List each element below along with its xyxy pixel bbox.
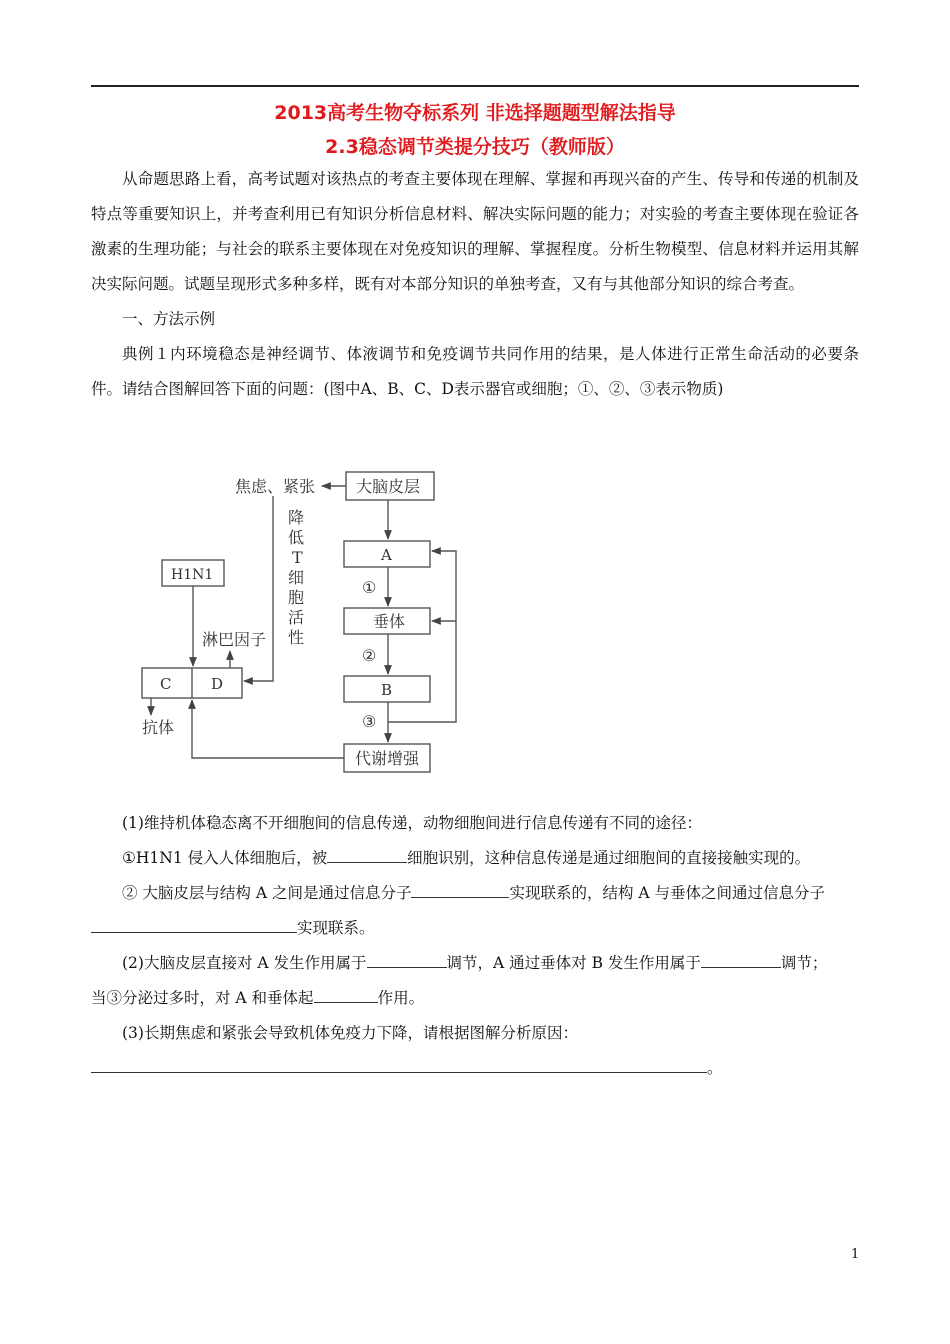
q1b-text-mid: 实现联系的，结构 A 与垂体之间通过信息分子 — [509, 884, 826, 902]
answer-blank[interactable] — [701, 966, 781, 968]
document-subtitle: 2.3稳态调节类提分技巧（教师版） — [325, 136, 625, 158]
reduce-t-char: 活 — [288, 608, 305, 627]
answer-blank[interactable] — [367, 966, 447, 968]
reduce-t-char: 低 — [288, 528, 305, 547]
q2-text-mid1: 调节，A 通过垂体对 B 发生作用属于 — [446, 954, 701, 972]
document-title: 2013高考生物夺标系列 非选择题题型解法指导 — [274, 102, 676, 124]
top-rule — [91, 85, 859, 87]
question-1b — [91, 876, 859, 911]
example-intro: 典例１内环境稳态是神经调节、体液调节和免疫调节共同作用的结果，是人体进行正常生命活动的必要条件。请结合图解回答下面的问题：(图中A、B、C、D表示器官或细胞；①、②、③表示物质) — [91, 345, 859, 398]
q1b-text-pre: ② 大脑皮层与结构 A 之间是通过信息分子 — [122, 884, 412, 902]
q2-text-mid2: 调节； — [780, 954, 828, 972]
lymphokine-label: 淋巴因子 — [202, 630, 267, 649]
question-3-answer-line — [91, 1051, 859, 1086]
reduce-t-char: T — [292, 548, 303, 567]
d-label: D — [211, 675, 224, 693]
antibody-label: 抗体 — [142, 718, 175, 737]
q1b-text-post: 实现联系。 — [297, 919, 375, 937]
substance-1: ① — [362, 578, 377, 597]
intro-block — [91, 162, 859, 407]
question-1b-cont — [91, 911, 859, 946]
question-3: (3)长期焦虑和紧张会导致机体免疫力下降，请根据图解分析原因： — [122, 1024, 578, 1042]
q3-end-mark: 。 — [707, 1059, 723, 1077]
h1n1-label: H1N1 — [171, 567, 214, 583]
b-label: B — [381, 681, 393, 699]
question-1: (1)维持机体稳态离不开细胞间的信息传递，动物细胞间进行信息传递有不同的途径： — [122, 814, 702, 832]
substance-2: ② — [362, 646, 377, 665]
answer-blank[interactable] — [91, 931, 297, 933]
questions-block — [91, 806, 859, 1086]
reduce-t-char: 性 — [288, 628, 305, 647]
cortex-label: 大脑皮层 — [356, 477, 421, 496]
a-label: A — [381, 546, 392, 564]
metabolism-label: 代谢增强 — [355, 749, 420, 768]
q2-line2-post: 作用。 — [377, 989, 425, 1007]
question-2 — [91, 946, 859, 981]
answer-blank[interactable] — [411, 896, 509, 898]
question-2-cont — [91, 981, 859, 1016]
answer-blank[interactable] — [327, 861, 407, 863]
q1a-text-post: 细胞识别，这种信息传递是通过细胞间的直接接触实现的。 — [407, 849, 811, 867]
regulation-diagram — [130, 463, 470, 783]
reduce-t-char: 胞 — [288, 588, 305, 607]
reduce-t-char: 降 — [288, 508, 305, 527]
c-label: C — [160, 675, 172, 693]
reduce-t-char: 细 — [288, 568, 305, 587]
q1a-text-pre: ①H1N1 侵入人体细胞后，被 — [122, 849, 328, 867]
answer-blank[interactable] — [314, 1001, 378, 1003]
anxiety-label: 焦虑、紧张 — [235, 477, 316, 496]
q2-line2-pre: 当③分泌过多时，对 A 和垂体起 — [91, 989, 314, 1007]
page-number: 1 — [851, 1247, 860, 1262]
intro-paragraph: 从命题思路上看，高考试题对该热点的考查主要体现在理解、掌握和再现兴奋的产生、传导和传递的机制及特点等重要知识上，并考查利用已有知识分析信息材料、解决实际问题的能力；对实验的考查主要体现在验证各激素的生理功能；与社会的联系主要体现在对免疫知识的理解、掌握程度。分析生物模型、信息材料并运用其解决实际问题。试题呈现形式多种多样，既有对本部分知识的单独考查，又有与其他部分知识的综合考查。 — [91, 170, 859, 293]
substance-3: ③ — [362, 712, 377, 731]
answer-blank[interactable] — [91, 1071, 707, 1073]
section-heading: 一、方法示例 — [122, 310, 216, 328]
question-1a — [91, 841, 859, 876]
q2-text-pre: (2)大脑皮层直接对 A 发生作用属于 — [122, 954, 367, 972]
pituitary-label: 垂体 — [373, 612, 406, 631]
